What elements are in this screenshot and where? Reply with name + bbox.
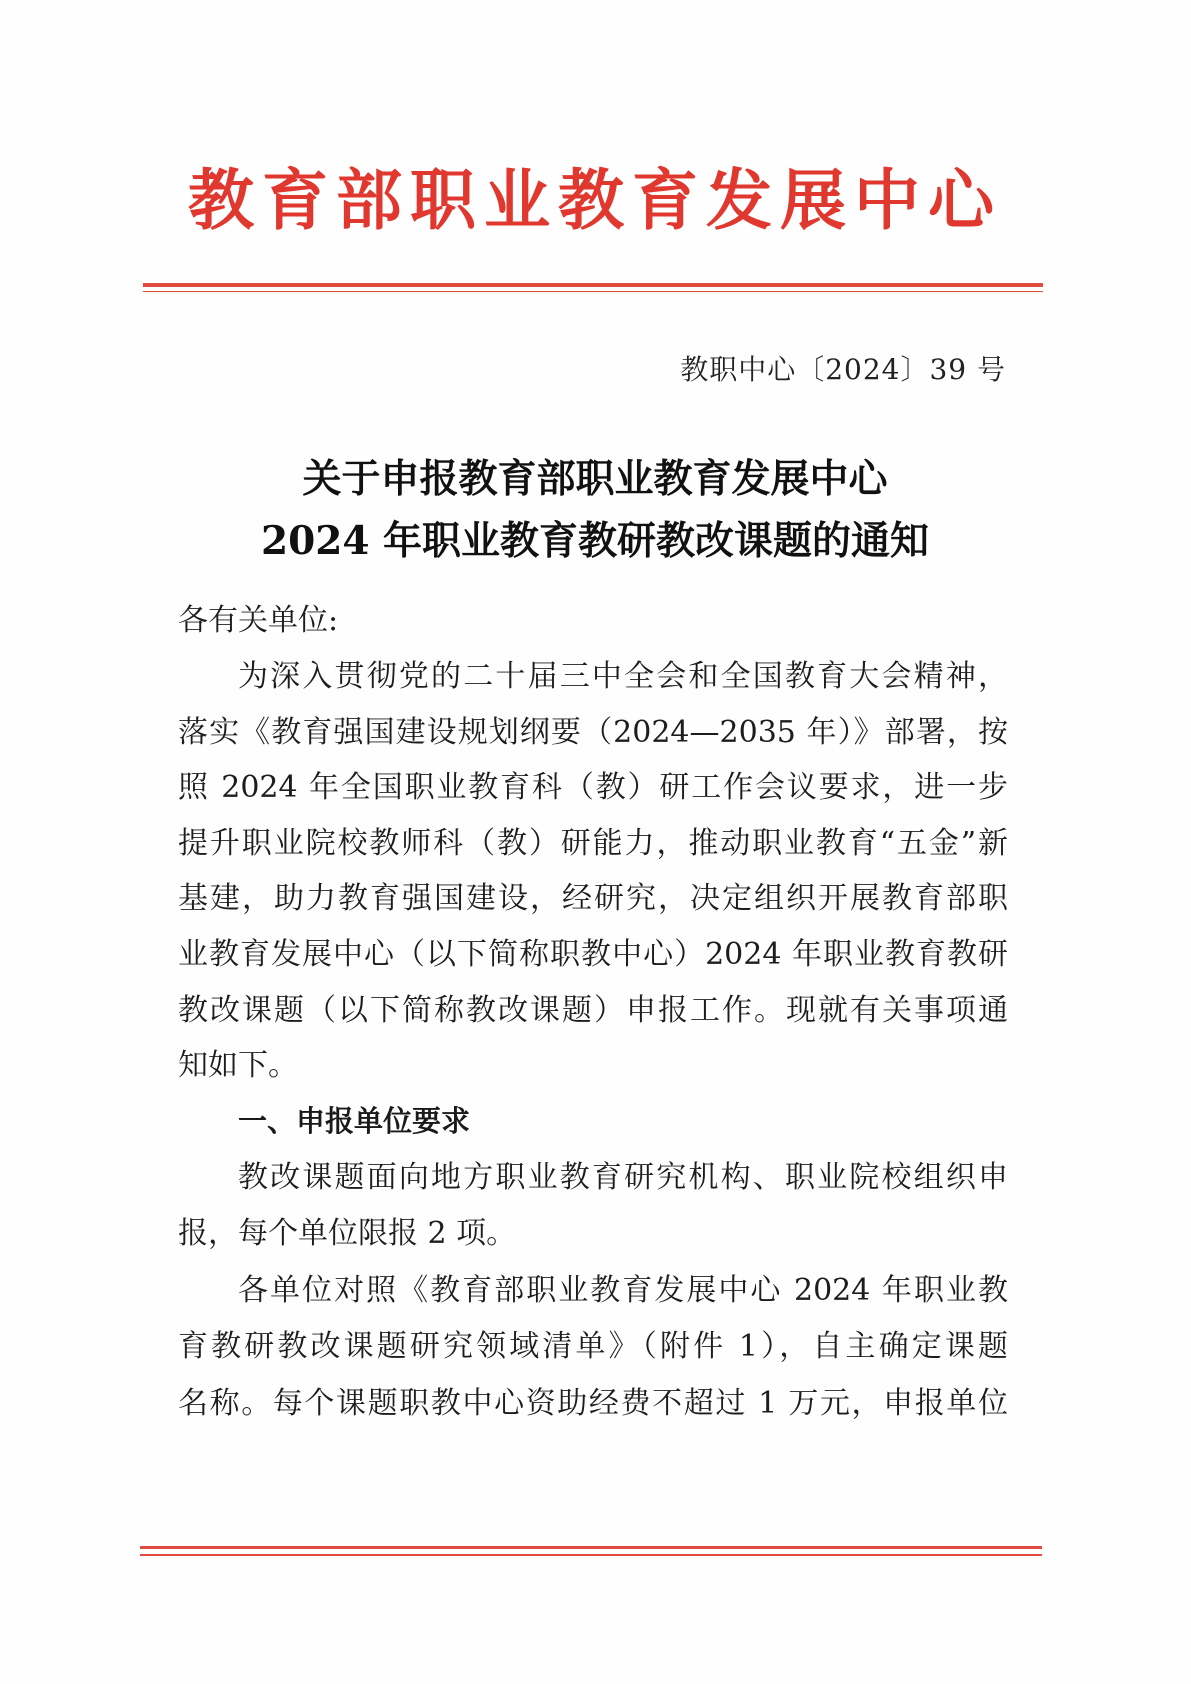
header-divider-thin <box>143 291 1043 292</box>
body-line: 教改课题（以下简称教改课题）申报工作。现就有关事项通 <box>178 993 1008 1028</box>
body-line: 各单位对照《教育部职业教育发展中心 2024 年职业教 <box>238 1273 1008 1308</box>
document-number: 教职中心〔2024〕39 号 <box>680 353 1006 386</box>
salutation: 各有关单位: <box>178 603 339 638</box>
org-header-title: 教育部职业教育发展中心 <box>188 162 1002 239</box>
notice-title-line-2: 2024 年职业教育教研教改课题的通知 <box>260 518 930 564</box>
body-line: 照 2024 年全国职业教育科（教）研工作会议要求，进一步 <box>178 770 1008 805</box>
body-line: 为深入贯彻党的二十届三中全会和全国教育大会精神， <box>238 659 1008 694</box>
footer-divider-thin <box>140 1554 1042 1556</box>
body-line: 基建，助力教育强国建设，经研究，决定组织开展教育部职 <box>178 881 1008 916</box>
body-line: 提升职业院校教师科（教）研能力，推动职业教育“五金”新 <box>178 826 1008 861</box>
header-divider-thick <box>143 283 1043 287</box>
notice-title-line-1: 关于申报教育部职业教育发展中心 <box>302 456 888 502</box>
body-line: 业教育发展中心（以下简称职教中心）2024 年职业教育教研 <box>178 937 1008 972</box>
body-line: 教改课题面向地方职业教育研究机构、职业院校组织申 <box>238 1160 1008 1195</box>
body-line: 知如下。 <box>178 1048 298 1083</box>
footer-divider-thick <box>140 1546 1042 1549</box>
body-line: 育教研教改课题研究领域清单》（附件 1），自主确定课题 <box>178 1329 1008 1364</box>
body-line: 报，每个单位限报 2 项。 <box>178 1216 517 1251</box>
body-line: 名称。每个课题职教中心资助经费不超过 1 万元，申报单位 <box>178 1386 1008 1421</box>
body-line: 落实《教育强国建设规划纲要（2024—2035 年）》部署，按 <box>178 715 1008 750</box>
section-heading: 一、申报单位要求 <box>238 1104 471 1138</box>
